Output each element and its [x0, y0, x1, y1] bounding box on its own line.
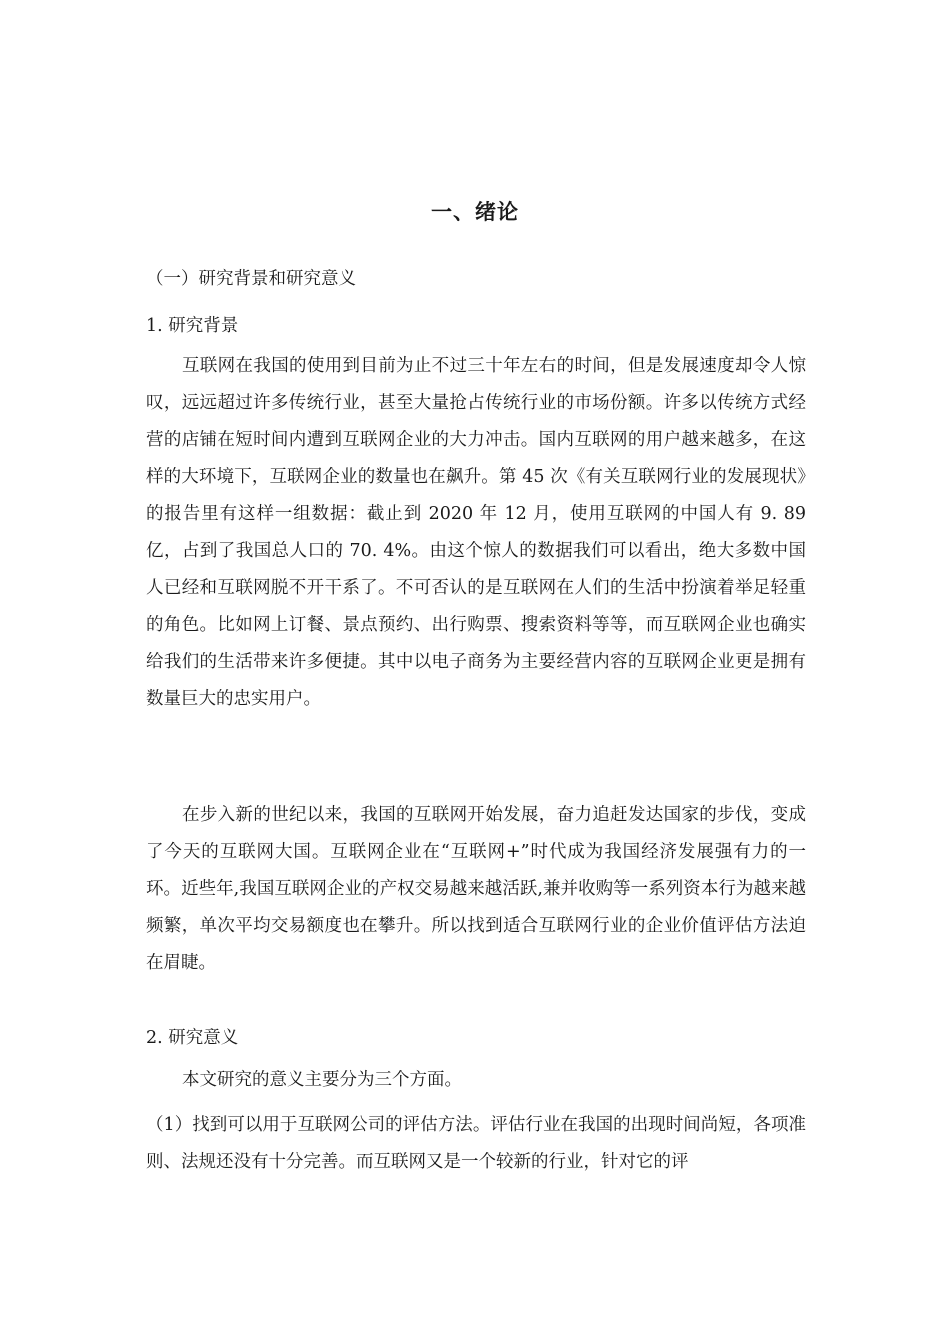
chapter-title: 一、绪论	[431, 200, 519, 224]
subsection-heading-significance: 2. 研究意义	[146, 1028, 239, 1048]
background-paragraph-2: 在步入新的世纪以来，我国的互联网开始发展，奋力追赶发达国家的步伐，变成了今天的互联网大国。互联网企业在“互联网+”时代成为我国经济发展强有力的一环。近些年,我国互联网企业的产权交易越来越活跃,兼并收购等一系列资本行为越来越频繁，单次平均交易额度也在攀升。所以找到适合互联网行业的企业价值评估方法迫在眉睫。	[146, 805, 806, 973]
significance-item-1: （1）找到可以用于互联网公司的评估方法。评估行业在我国的出现时间尚短，各项准则、法规还没有十分完善。而互联网又是一个较新的行业，针对它的评	[146, 1115, 806, 1172]
subsection-heading-background: 1. 研究背景	[146, 316, 239, 336]
significance-intro: 本文研究的意义主要分为三个方面。	[182, 1070, 462, 1090]
section-heading: （一）研究背景和研究意义	[146, 269, 356, 289]
background-paragraph-1: 互联网在我国的使用到目前为止不过三十年左右的时间，但是发展速度却令人惊叹，远远超过许多传统行业，甚至大量抢占传统行业的市场份额。许多以传统方式经营的店铺在短时间内遭到互联网企业的大力冲击。国内互联网的用户越来越多，在这样的大环境下，互联网企业的数量也在飙升。第 45 次《有关互联网行业的发展现状》的报告里有这样一组数据：截止到 2020 年 12 月，使用互联网的中国人有 9. 89 亿，占到了我国总人口的 70. 4%。由这个惊人的数据我们可以看出，绝大多数中国人已经和互联网脱不开干系了。不可否认的是互联网在人们的生活中扮演着举足轻重的角色。比如网上订餐、景点预约、出行购票、搜索资料等等，而互联网企业也确实给我们的生活带来许多便捷。其中以电子商务为主要经营内容的互联网企业更是拥有数量巨大的忠实用户。	[146, 356, 806, 709]
